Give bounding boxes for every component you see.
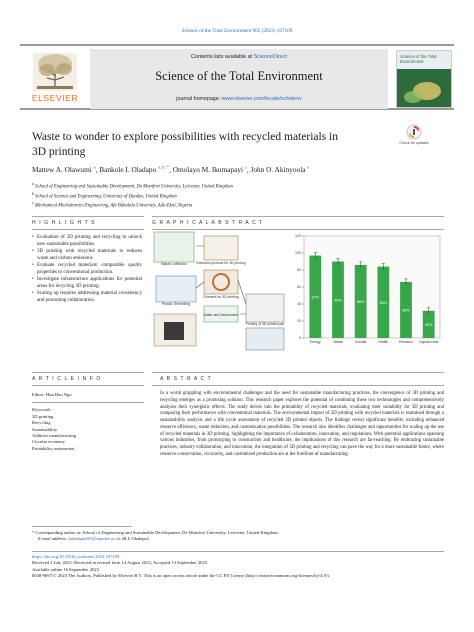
publication-info [32, 554, 444, 580]
flow-label: Water and Detachment [203, 313, 239, 317]
abstract-text: In a world grappling with environmental challenges and the need for sustainable manufacturing practices, the convergence of 3D printing and recycling emerges as a promising solution. This research paper explores the potential of combining these two technologies and comprehensively analyzes their synergistic effects. The study delves into the printability of recycled materials, evaluating their suitability for 3D printing and comparing their performance with conventional materials. The environmental impact of 3D printing with recycled materials is examined through a sustainability analysis and a life cycle assessment of recycled 3D printed objects. The findings reveal significant benefits, including enhanced resource efficiency, waste reduction, and customization possibilities. The research also identifies challenges and opportunities for scaling up the use of recycled materials in 3D printing, highlighting the importance of collaboration, innovation, and regulations. With potential applications spanning various industries, from prototyping to construction and healthcare, the implications of this research are far-reaching. By embracing sustainable practices, industry collaboration, and innovation, the integration of 3D printing and recycling can pave the way for a more sustainable future, where resource conservation, circularity, and customized production are at the forefront of manufacturing. [160, 391, 444, 457]
graphical-abstract-figure [152, 228, 444, 356]
highlights-rule-bottom [32, 229, 144, 230]
footer-rule [32, 551, 444, 552]
keyword: Sustainability [32, 426, 58, 432]
cover-leaf-icon [397, 73, 451, 107]
affiliations [32, 181, 233, 210]
y-tick-label: 60 [297, 285, 301, 290]
x-tick-label: Circular [354, 340, 367, 344]
homepage-link[interactable]: www.elsevier.com/locate/scitotenv [221, 96, 302, 102]
data-label: 90% [334, 298, 342, 303]
printer-body-icon [164, 322, 184, 340]
y-tick-label: 80 [297, 268, 301, 273]
keywords-label: Keywords: [32, 407, 52, 413]
article-title [32, 130, 392, 160]
author-4[interactable]: John O. Akinyoola $^a$ [250, 165, 310, 175]
check-for-updates-badge[interactable] [398, 124, 430, 150]
keyword: Circular economy [32, 439, 66, 445]
graphical-abstract-svg [152, 228, 444, 356]
data-label: 86% [356, 299, 365, 304]
journal-reference[interactable]: Science of the Total Environment 905 (2023) 167109 [181, 28, 293, 34]
highlight-item: • Scaling up requires addressing material consistency and promoting collaboration. [32, 290, 142, 304]
author-2[interactable]: Bankole I. Oladapo $^{a, b, *}$ [99, 165, 170, 175]
flow-label: Extrusion process for 3D printing [196, 261, 246, 265]
x-tick-label: Emission [399, 340, 413, 344]
benefits-bar-chart [295, 234, 440, 344]
cover-title: Science of the Total Environment [400, 54, 437, 64]
flow-label: Printing of 3D printed part [245, 322, 285, 326]
article-info-block [32, 392, 144, 452]
plot-area [304, 236, 440, 338]
journal-cover[interactable] [396, 50, 452, 108]
keyword: Printability assessment [32, 445, 75, 451]
doi-link[interactable]: https://doi.org/10.1016/j.scitotenv.2023.167109 [32, 554, 120, 559]
data-label: 32% [424, 322, 433, 327]
corresponding-author-note: * Corresponding author at: School of Engineering and Sustainable Development, De Montfort University, Leicester, United Kingdom. [32, 530, 279, 535]
highlight-item: • Evaluation of 3D printing and recycling to unlock new sustainable possibilities. [32, 234, 142, 248]
footnote-rule [32, 526, 132, 527]
email-link[interactable]: boladapo001@dundee.ac.uk [68, 536, 121, 542]
y-tick-label: 0 [299, 336, 301, 341]
elsevier-logo [23, 50, 87, 106]
x-tick-label: Energy [309, 340, 321, 344]
printed-part-image [246, 294, 284, 322]
check-updates-label: Check for updates [399, 141, 429, 146]
footnote-block [32, 530, 444, 543]
highlight-item: • 3D printing with recycled materials to reduces waste and carbon emissions [32, 248, 142, 262]
keyword: Additive manufacturing [32, 433, 77, 439]
journal-banner [20, 44, 454, 110]
author-list: Mattew A. Olawumi $^a$, Bankole I. Oladapo $^{a, b, *}$, Omolayo M. Ikumapayi $^c$, John O. Akinyoola $^a$ [32, 165, 310, 175]
y-tick-label: 120 [295, 234, 301, 239]
available-online: Available online 16 September 2023 [32, 566, 100, 572]
data-label: 66% [402, 308, 410, 313]
graphical-abstract-rule [152, 216, 444, 217]
data-label: 97% [311, 295, 320, 300]
article-info-heading: A R T I C L E I N F O [32, 376, 102, 382]
y-tick-label: 100 [295, 251, 301, 256]
highlight-item: • Investigate infrastructure applications for potential areas for recycling 3D printing. [32, 276, 142, 290]
contents-prefix: Contents lists available at [191, 54, 253, 60]
flow-label: Waste collection [160, 262, 188, 266]
check-updates-icon [406, 124, 422, 140]
x-tick-label: Health [378, 340, 389, 344]
affiliation-c: $^c$ Mechanical Mechatronics Engineering, Afe Babalola University, Ado-Ekiti, Nigeria [32, 201, 193, 209]
journal-title: Science of the Total Environment [155, 69, 323, 83]
email-suffix: (B.I. Oladapo). [121, 536, 150, 542]
journal-info [90, 49, 388, 109]
y-tick-label: 20 [297, 319, 301, 324]
extrusion-image [204, 236, 238, 260]
keyword: Recycling [32, 420, 51, 426]
article-info-rule [32, 372, 144, 373]
x-tick-label: Capital costs [418, 340, 439, 344]
email-label: E-mail address: [38, 536, 68, 542]
received-dates: Received 2 July 2023; Received in revised form 14 August 2023; Accepted 13 September 2023 [32, 560, 208, 566]
affiliation-b: $^b$ School of Science and Engineering, University of Dundee, United Kingdom [32, 191, 177, 200]
y-tick-label: 40 [297, 302, 301, 307]
flow-label: Plastic Shredding [162, 302, 190, 306]
sciencedirect-link[interactable]: ScienceDirect [253, 54, 287, 60]
homepage-line [90, 96, 388, 102]
printed-objects-image [246, 328, 284, 350]
license-line[interactable]: 0048-9697/© 2023 The Authors. Published by Elsevier B.V. This is an open access article under the CC BY license (http://creativecommons.org/licenses/by/4.0/). [32, 573, 330, 579]
keyword: 3D printing [32, 413, 54, 419]
email-line [32, 536, 444, 542]
abstract-heading: A B S T R A C T [160, 376, 212, 382]
contents-line [90, 54, 388, 60]
affiliation-a: $^a$ School of Engineering and Sustainable Development, De Montfort University, Leicester, United Kingdom [32, 182, 233, 190]
x-tick-label: Waste [333, 340, 343, 344]
graphical-abstract-heading: G R A P H I C A L A B S T R A C T [152, 220, 264, 226]
article-title-line-1: Waste to wonder to explore possibilities with recycled materials in [32, 131, 338, 143]
author-1[interactable]: Mattew A. Olawumi $^a$ [32, 165, 96, 175]
shredding-image [156, 276, 196, 302]
abstract-rule-bottom [152, 385, 444, 386]
data-label: 84% [379, 300, 388, 305]
author-3[interactable]: Omolayo M. Ikumapayi $^c$ [172, 165, 247, 175]
highlights-list [32, 234, 142, 304]
elsevier-tree-icon [23, 50, 87, 106]
elsevier-wordmark: ELSEVIER [31, 93, 79, 103]
highlight-item: • Evaluate recycled materials' comparable quality properties to conventional production. [32, 262, 142, 276]
highlights-heading: H I G H L I G H T S [32, 220, 96, 226]
editor-divider [32, 402, 144, 403]
waste-collection-image [154, 232, 194, 262]
article-info-rule-bottom [32, 385, 144, 386]
abstract-rule [152, 372, 444, 373]
editor-line: Editor: Huu Hao Ngo [32, 392, 72, 397]
article-title-line-2: 3D printing [32, 146, 86, 158]
flow-label: Filament for 3D printing [203, 295, 239, 299]
homepage-prefix: journal homepage: [176, 96, 221, 102]
highlights-rule [32, 216, 144, 217]
